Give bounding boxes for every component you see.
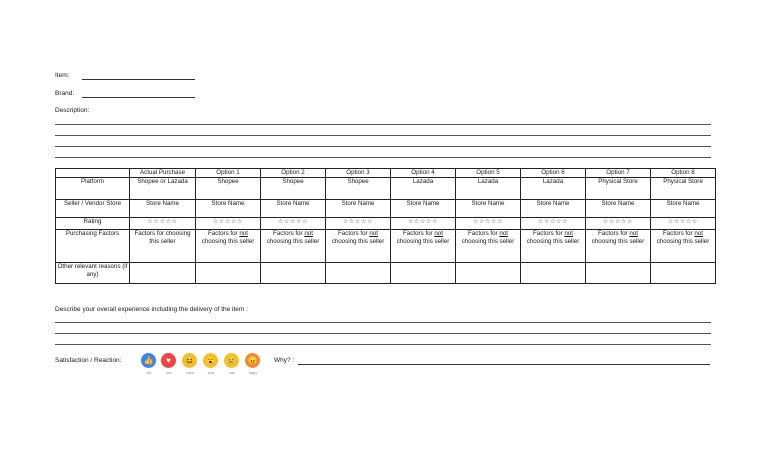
sad-face-icon: 😢 (224, 353, 239, 368)
surprised-face-icon: 😮 (203, 353, 218, 368)
experience-label: Describe your overall experience including the delivery of the item : (55, 306, 248, 313)
factors-prefix: Factors for (338, 230, 368, 237)
description-line-3[interactable] (55, 146, 711, 147)
row-label: Other relevant reasons (if any) (56, 263, 130, 284)
factors-prefix: Factors for (403, 230, 433, 237)
description-label: Description: (55, 107, 90, 114)
other-cell[interactable] (261, 263, 326, 284)
reaction-caption: sad (229, 371, 235, 375)
experience-line-2[interactable] (55, 333, 711, 334)
platform-cell[interactable]: Physical Store (651, 178, 716, 200)
reaction-angry[interactable] (245, 353, 261, 375)
other-reasons-row (56, 263, 716, 284)
factors-suffix: choosing this seller (461, 237, 515, 245)
other-cell[interactable] (521, 263, 586, 284)
factors-cell[interactable] (326, 230, 391, 263)
reaction-caption: love (166, 371, 172, 375)
rating-row (56, 218, 716, 230)
description-line-4[interactable] (55, 157, 711, 158)
header-cell: Option 1 (196, 169, 261, 178)
other-cell[interactable] (196, 263, 261, 284)
store-name-cell[interactable]: Store Name (391, 200, 456, 218)
brand-field[interactable] (82, 97, 195, 98)
star-rating[interactable]: ☆☆☆☆☆ (456, 218, 521, 230)
factors-prefix: Factors for (208, 230, 238, 237)
star-rating[interactable]: ☆☆☆☆☆ (326, 218, 391, 230)
star-rating[interactable]: ☆☆☆☆☆ (261, 218, 326, 230)
factors-not: not (369, 230, 378, 237)
factors-not: not (564, 230, 573, 237)
item-field[interactable] (82, 79, 195, 80)
star-rating[interactable]: ☆☆☆☆☆ (521, 218, 586, 230)
factors-row (56, 230, 716, 263)
reaction-like[interactable] (141, 353, 157, 375)
platform-row (56, 178, 716, 200)
row-label: Rating (56, 218, 130, 230)
factors-suffix: choosing this seller (266, 237, 320, 245)
why-label: Why? : (274, 357, 295, 364)
factors-cell[interactable] (651, 230, 716, 263)
store-name-cell[interactable]: Store Name (130, 200, 196, 218)
header-cell (56, 169, 130, 178)
factors-prefix: Factors for (533, 230, 563, 237)
factors-cell[interactable] (391, 230, 456, 263)
angry-face-icon: 😠 (245, 353, 260, 368)
platform-cell[interactable]: Shopee or Lazada (130, 178, 196, 200)
star-rating[interactable]: ☆☆☆☆☆ (586, 218, 651, 230)
store-name-cell[interactable]: Store Name (326, 200, 391, 218)
header-cell: Option 2 (261, 169, 326, 178)
factors-prefix: Factors for (468, 230, 498, 237)
platform-cell[interactable]: Shopee (261, 178, 326, 200)
factors-prefix: Factors for (663, 230, 693, 237)
comparison-table (55, 168, 716, 284)
factors-cell[interactable] (196, 230, 261, 263)
reaction-haha[interactable] (182, 353, 198, 375)
reaction-caption: angry (249, 371, 257, 375)
factors-prefix: Factors for (273, 230, 303, 237)
store-name-cell[interactable]: Store Name (521, 200, 586, 218)
factors-cell-actual[interactable]: Factors for choosing this seller (130, 230, 196, 263)
header-cell: Option 4 (391, 169, 456, 178)
factors-cell[interactable] (521, 230, 586, 263)
other-cell[interactable] (456, 263, 521, 284)
header-cell: Option 6 (521, 169, 586, 178)
other-cell[interactable] (651, 263, 716, 284)
factors-not: not (304, 230, 313, 237)
header-cell: Actual Purchase (130, 169, 196, 178)
factors-cell[interactable] (456, 230, 521, 263)
star-rating[interactable]: ☆☆☆☆☆ (130, 218, 196, 230)
reaction-caption: wow (207, 371, 215, 375)
factors-suffix: choosing this seller (331, 237, 385, 245)
factors-not: not (239, 230, 248, 237)
factors-suffix: choosing this seller (656, 237, 710, 245)
platform-cell[interactable]: Lazada (391, 178, 456, 200)
other-cell[interactable] (586, 263, 651, 284)
platform-cell[interactable]: Lazada (521, 178, 586, 200)
other-cell[interactable] (130, 263, 196, 284)
platform-cell[interactable]: Physical Store (586, 178, 651, 200)
reaction-sad[interactable] (224, 353, 240, 375)
row-label: Platform (56, 178, 130, 200)
header-row (56, 169, 716, 178)
other-cell[interactable] (391, 263, 456, 284)
store-name-cell[interactable]: Store Name (651, 200, 716, 218)
description-line-2[interactable] (55, 135, 711, 136)
item-label: Item: (55, 72, 70, 79)
store-name-cell[interactable]: Store Name (456, 200, 521, 218)
factors-not: not (434, 230, 443, 237)
seller-row (56, 200, 716, 218)
factors-cell[interactable] (586, 230, 651, 263)
store-name-cell[interactable]: Store Name (196, 200, 261, 218)
header-cell: Option 5 (456, 169, 521, 178)
brand-label: Brand: (55, 90, 75, 97)
factors-suffix: choosing this seller (526, 237, 580, 245)
factors-prefix: Factors for (598, 230, 628, 237)
header-cell: Option 7 (586, 169, 651, 178)
row-label: Seller / Vendor Store (56, 200, 130, 218)
other-cell[interactable] (326, 263, 391, 284)
platform-cell[interactable]: Lazada (456, 178, 521, 200)
why-field[interactable] (298, 364, 710, 365)
factors-suffix: choosing this seller (201, 237, 255, 245)
reaction-caption: like (146, 371, 152, 375)
factors-not: not (499, 230, 508, 237)
laughing-face-icon: 😆 (182, 353, 197, 368)
header-cell: Option 8 (651, 169, 716, 178)
experience-line-3[interactable] (55, 344, 711, 345)
star-rating[interactable]: ☆☆☆☆☆ (651, 218, 716, 230)
description-line-1[interactable] (55, 124, 711, 125)
store-name-cell[interactable]: Store Name (586, 200, 651, 218)
factors-not: not (629, 230, 638, 237)
like-icon: 👍 (141, 353, 156, 368)
reaction-wow[interactable] (203, 353, 219, 375)
reaction-love[interactable] (161, 353, 177, 375)
reaction-caption: haha (186, 371, 194, 375)
row-label: Purchasing Factors (56, 230, 130, 263)
star-rating[interactable]: ☆☆☆☆☆ (196, 218, 261, 230)
factors-not: not (694, 230, 703, 237)
platform-cell[interactable]: Shopee (196, 178, 261, 200)
star-rating[interactable]: ☆☆☆☆☆ (391, 218, 456, 230)
heart-icon: ♥ (161, 353, 176, 368)
satisfaction-label: Satisfaction / Reaction: (55, 357, 122, 364)
factors-suffix: choosing this seller (396, 237, 450, 245)
experience-line-1[interactable] (55, 322, 711, 323)
platform-cell[interactable]: Shopee (326, 178, 391, 200)
store-name-cell[interactable]: Store Name (261, 200, 326, 218)
factors-suffix: choosing this seller (591, 237, 645, 245)
factors-cell[interactable] (261, 230, 326, 263)
header-cell: Option 3 (326, 169, 391, 178)
